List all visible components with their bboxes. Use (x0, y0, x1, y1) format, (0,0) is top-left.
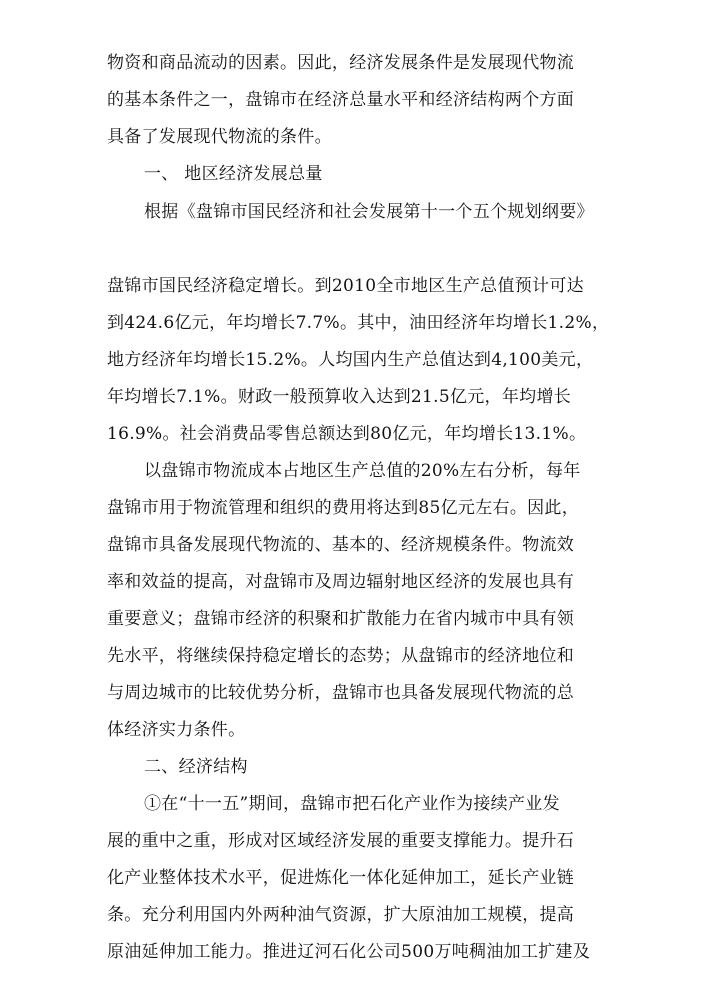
paragraph-line: 重要意义；盘锦市经济的积聚和扩散能力在省内城市中具有领 (107, 609, 575, 629)
paragraph-line: 地方经济年均增长15.2%。人均国内生产总值达到4,100美元， (107, 350, 594, 370)
paragraph-line: 先水平，将继续保持稳定增长的态势；从盘锦市的经济地位和 (107, 646, 575, 666)
paragraph-line: 盘锦市用于物流管理和组织的费用将达到85亿元左右。因此， (107, 498, 580, 518)
paragraph-line: 与周边城市的比较优势分析，盘锦市也具备发展现代物流的总 (107, 683, 575, 703)
section-heading: 二、经济结构 (144, 757, 248, 777)
paragraph-line: 原油延伸加工能力。推进辽河石化公司500万吨稠油加工扩建及 (107, 942, 591, 962)
paragraph-line: 具备了发展现代物流的条件。 (107, 127, 332, 147)
paragraph-line: 年均增长7.1%。财政一般预算收入达到21.5亿元，年均增长 (107, 387, 572, 407)
section-heading: 一、 地区经济发展总量 (144, 164, 323, 184)
paragraph-line: 16.9%。社会消费品零售总额达到80亿元，年均增长13.1%。 (107, 424, 587, 444)
paragraph-line: 盘锦市国民经济稳定增长。到2010全市地区生产总值预计可达 (107, 276, 584, 296)
paragraph-line: 以盘锦市物流成本占地区生产总值的20%左右分析，每年 (144, 461, 581, 481)
paragraph-line: 根据《盘锦市国民经济和社会发展第十一个五个规划纲要》 (144, 202, 594, 222)
paragraph-line: 物资和商品流动的因素。因此，经济发展条件是发展现代物流 (107, 53, 575, 73)
paragraph-line: 展的重中之重，形成对区域经济发展的重要支撑能力。提升石 (107, 831, 575, 851)
paragraph-line: 到424.6亿元，年均增长7.7%。其中，油田经济年均增长1.2%， (107, 313, 610, 333)
paragraph-line: 的基本条件之一，盘锦市在经济总量水平和经济结构两个方面 (107, 90, 575, 110)
paragraph-line: 条。充分利用国内外两种油气资源，扩大原油加工规模，提高 (107, 905, 575, 925)
paragraph-line: 盘锦市具备发展现代物流的、基本的、经济规模条件。物流效 (107, 535, 575, 555)
paragraph-line: 化产业整体技术水平，促进炼化一体化延伸加工，延长产业链 (107, 868, 575, 888)
paragraph-line: 率和效益的提高，对盘锦市及周边辐射地区经济的发展也具有 (107, 572, 575, 592)
paragraph-line: 体经济实力条件。 (107, 720, 246, 740)
paragraph-line: ①在“十一五”期间，盘锦市把石化产业作为接续产业发 (144, 794, 560, 814)
